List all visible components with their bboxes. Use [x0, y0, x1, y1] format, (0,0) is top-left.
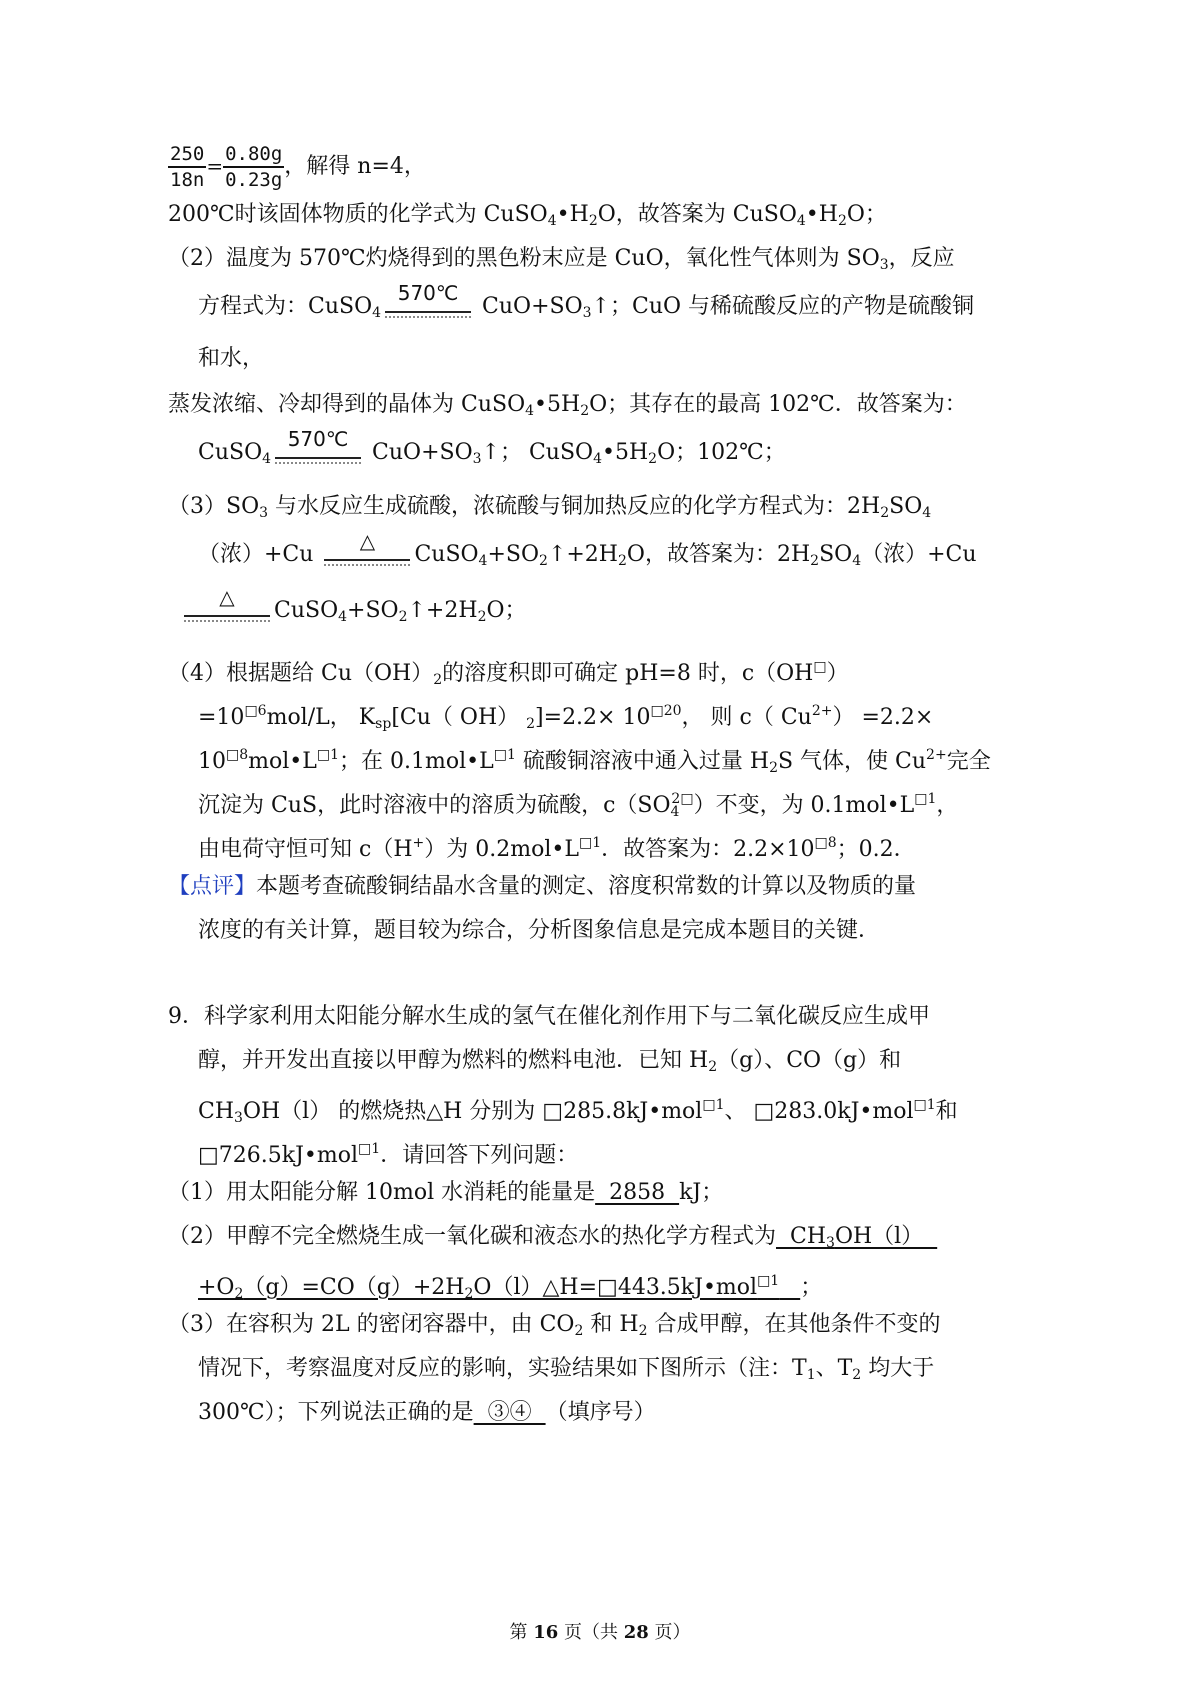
question-line: +O2（g）=CO（g）+2H2O（l）△H=□443.5kJ•mol$^{□1}$ ；	[198, 1273, 823, 1302]
text-line: 由电荷守恒可知 c（H+）为 $0.2mol•L^{□1}$．故答案为：$2.2\times 10^{□8}$；0.2．	[198, 835, 916, 862]
text-line: 和水，	[198, 346, 265, 371]
question-line: （2）甲醇不完全燃烧生成一氧化碳和液态水的热化学方程式为 CH3OH（l）	[168, 1224, 938, 1251]
page-number: 16	[533, 1622, 559, 1643]
text-line: 方程式为：CuSO4 570℃ CuO+SO3↑；CuO 与稀硫酸反应的产物是硫酸铜	[198, 281, 975, 321]
question-line: 9．科学家利用太阳能分解水生成的氢气在催化剂作用下与二氧化碳反应生成甲	[168, 1004, 930, 1029]
text-line: 沉淀为 CuS，此时溶液中的溶质为硫酸，$c(SO4^{2□})$不变，为 $0.1mol•L^{□1}$，	[198, 791, 959, 820]
reaction-condition: 570℃	[385, 292, 471, 322]
answer-blank: +O2（g）=CO（g）+2H2O（l）△H=□443.5kJ•mol$^{□1}$	[198, 1273, 780, 1302]
question-line: （1）用太阳能分解 10mol 水消耗的能量是 2858 kJ；	[168, 1180, 724, 1205]
text-line: （2）温度为 570℃灼烧得到的黑色粉末应是 CuO，氧化性气体则为 SO3，反应	[168, 246, 955, 273]
question-line: 情况下，考察温度对反应的影响，实验结果如下图所示（注：T1、T2 均大于	[198, 1356, 935, 1383]
comment-tag: 【点评】	[168, 874, 257, 899]
text-line: $\frac{250}{18n}$ = $\frac{0.80g}{0.23g}$ ，解得 n=4，	[170, 143, 426, 191]
text-line: $10^{□8}mol•L^{□1}$；在 $0.1mol•L^{□1}$ 硫酸铜溶液中通入过量 H2S 气体，使 $Cu^{2+}$完全	[198, 747, 991, 776]
text-line: 200℃时该固体物质的化学式为 CuSO4•H2O，故答案为 CuSO4•H2O；	[168, 202, 887, 229]
question-line: （3）在容积为 2L 的密闭容器中，由 CO2 和 H2 合成甲醇，在其他条件不变的	[168, 1312, 941, 1339]
reaction-condition: △	[184, 596, 270, 626]
fraction	[223, 142, 284, 192]
text-line: （4）根据题给 Cu（OH）2的溶度积即可确定 pH=8 时，c（OH□）	[168, 659, 849, 688]
text-line: 蒸发浓缩、冷却得到的晶体为 CuSO4•5H2O；其存在的最高 102℃．故答案为：	[168, 392, 967, 419]
comment-line: 浓度的有关计算，题目较为综合，分析图象信息是完成本题目的关键．	[198, 918, 881, 943]
text-line: △ CuSO4+SO2↑+2H2O；	[180, 596, 527, 632]
fraction-denominator: 18n	[170, 169, 205, 191]
text-line: $=10^{□6}mol/L$， Ksp[Cu（ OH） $2]=2.2\times 10^{□20}$， 则 c（ $Cu^{2+}) =2.2\times$	[198, 703, 934, 732]
reaction-condition: 570℃	[275, 438, 361, 468]
fraction-denominator: 0.23g	[225, 169, 283, 191]
question-line: 醇，并开发出直接以甲醇为燃料的燃料电池．已知 H2（g）、CO（g）和	[198, 1048, 902, 1075]
fraction-numerator: 0.80g	[223, 142, 284, 168]
answer-blank: 2858	[595, 1180, 680, 1205]
comment-line: 【点评】本题考查硫酸铜结晶水含量的测定、溶度积常数的计算以及物质的量	[168, 874, 917, 899]
answer-blank: CH3OH（l）	[776, 1224, 938, 1251]
text: ，解得 n=4，	[284, 154, 426, 179]
question-line: □726.5kJ•mol$^{□1}$．请回答下列问题：	[198, 1141, 579, 1168]
text-line: （浓）+Cu △ CuSO4+SO2↑+2H2O，故答案为：2H2SO4（浓）+Cu	[198, 529, 977, 569]
question-line: 300℃）；下列说法正确的是 ③④ （填序号）	[198, 1400, 656, 1425]
text-line: （3）SO3 与水反应生成硫酸，浓硫酸与铜加热反应的化学方程式为：2H2SO4	[168, 494, 932, 521]
reaction-condition: △	[324, 540, 410, 570]
page-footer: 第 16 页（共 28 页）	[509, 1622, 691, 1643]
fraction	[168, 142, 206, 192]
text-line: CuSO4 570℃ CuO+SO3↑； CuSO4•5H2O；102℃；	[198, 427, 786, 467]
question-line: CH3OH（l） 的燃烧热△H 分别为 □285.8kJ•mol$^{□1}$、 □283.0kJ•mol$^{□1}$和	[198, 1097, 958, 1126]
answer-blank: ③④	[473, 1400, 546, 1425]
page-total: 28	[623, 1622, 649, 1643]
fraction-numerator: 250	[168, 142, 206, 168]
